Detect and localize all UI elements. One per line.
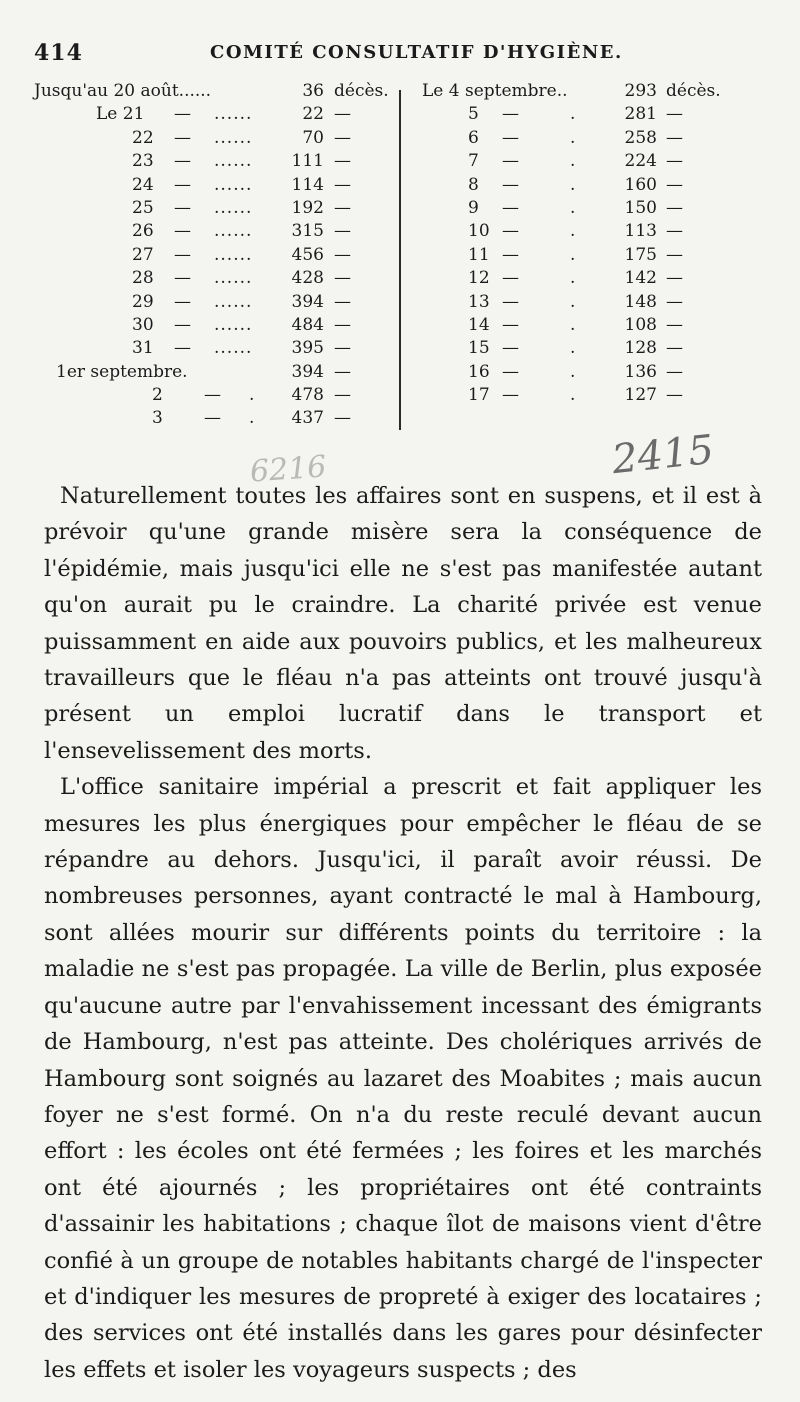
row-date-label: 23 — [132, 151, 154, 172]
handwritten-total: 2415 — [609, 426, 716, 484]
table-row — [422, 103, 762, 126]
ditto-dash: — — [502, 361, 519, 382]
leader-dots: ...... — [214, 221, 253, 242]
death-count: 111 — [291, 151, 324, 172]
leader-dots: . — [570, 338, 577, 359]
row-date-label: 10 — [468, 221, 490, 242]
death-count: 22 — [302, 104, 324, 125]
ditto-dash: — — [502, 104, 519, 125]
death-count: 128 — [624, 338, 657, 359]
leader-dots: ...... — [214, 197, 253, 218]
row-date-label: Le 21 — [96, 104, 145, 125]
death-count: 127 — [624, 385, 657, 406]
death-unit: — — [666, 385, 683, 406]
row-date-label: 2 — [152, 385, 163, 406]
death-count: 395 — [291, 338, 324, 359]
death-count: 142 — [624, 268, 657, 289]
row-date-label: 7 — [468, 151, 479, 172]
death-unit: — — [334, 268, 351, 289]
row-date-label: 8 — [468, 174, 479, 195]
death-count: 108 — [624, 314, 657, 335]
death-unit: — — [666, 314, 683, 335]
leader-dots: ...... — [214, 151, 253, 172]
row-date-label: 1er septembre. — [56, 361, 188, 382]
death-count: 113 — [624, 221, 657, 242]
ditto-dash: — — [502, 291, 519, 312]
leader-dots: . — [570, 385, 577, 406]
table-row — [34, 384, 399, 407]
ditto-dash: — — [174, 151, 191, 172]
table-row — [34, 80, 399, 103]
death-unit: — — [334, 291, 351, 312]
death-count: 428 — [291, 268, 324, 289]
ditto-dash: — — [174, 104, 191, 125]
deaths-table — [30, 80, 770, 440]
leader-dots: ...... — [214, 174, 253, 195]
death-unit: — — [666, 174, 683, 195]
page-header — [30, 40, 760, 70]
death-count: 160 — [624, 174, 657, 195]
death-unit: — — [334, 361, 351, 382]
row-date-label: Le 4 septembre.. — [422, 81, 568, 101]
table-row — [34, 407, 399, 430]
leader-dots: ...... — [214, 127, 253, 148]
ditto-dash: — — [502, 197, 519, 218]
ditto-dash: — — [174, 174, 191, 195]
row-date-label: 14 — [468, 314, 490, 335]
leader-dots: . — [570, 174, 577, 195]
leader-dots: . — [570, 291, 577, 312]
death-unit: — — [334, 221, 351, 242]
column-divider — [399, 90, 401, 430]
leader-dots: . — [249, 408, 256, 429]
death-unit: — — [334, 127, 351, 148]
death-unit: — — [334, 314, 351, 335]
death-count: 484 — [291, 314, 324, 335]
death-unit: — — [334, 174, 351, 195]
death-unit: — — [666, 244, 683, 265]
paragraph: Naturellement toutes les affaires sont en suspens, et il est à prévoir qu'une grande misère sera la conséquence de l'épidémie, mais jusqu'ici elle ne s'est pas manifestée autant qu'on aurait pu le craindre. La charité privée est venue puissamment en aide aux pouvoirs publics, et les malheureux travailleurs que le fléau n'a pas atteints ont trouvé jusqu'à présent un emploi lucratif dans le transport et l'ensevelissement des morts. — [44, 483, 762, 764]
running-title: COMITÉ CONSULTATIF D'HYGIÈNE. — [210, 42, 623, 63]
row-date-label: 27 — [132, 244, 154, 265]
death-unit: — — [666, 221, 683, 242]
ditto-dash: — — [174, 338, 191, 359]
paragraph: L'office sanitaire impérial a prescrit et fait appliquer les mesures les plus énergiques pour empêcher le fléau de se répandre au dehors. Jusqu'ici, il paraît avoir réussi. De nombreuses personnes, ayant contracté le mal à Hambourg, sont allées mourir sur différents points du territoire : la maladie ne s'est pas propagée. La ville de Berlin, plus exposée qu'aucune autre par l'envahissement incessant des émigrants de Hambourg, n'est pas atteinte. Des cholériques arrivés de Hambourg sont soignés au lazaret des Moabites ; mais aucun foyer ne s'est formé. On n'a du reste reculé devant aucun effort : les écoles ont été fermées ; les foires et les marchés ont été ajournés ; les propriétaires ont été contraints d'assainir les habitations ; chaque îlot de maisons vient d'être confié à un groupe de notables habitants chargé de l'inspecter et d'indiquer les mesures de propreté à exiger des locataires ; des services ont été installés dans les gares pour désinfecter les effets et isoler les voyageurs suspects ; des — [44, 774, 762, 1383]
table-row — [34, 197, 399, 220]
death-count: 224 — [624, 151, 657, 172]
death-count: 437 — [291, 408, 324, 429]
leader-dots: ...... — [214, 338, 253, 359]
leader-dots: . — [570, 221, 577, 242]
table-row — [422, 337, 762, 360]
death-count: 136 — [624, 361, 657, 382]
leader-dots: . — [570, 361, 577, 382]
table-row — [34, 244, 399, 267]
table-row — [422, 127, 762, 150]
ditto-dash: — — [502, 385, 519, 406]
table-row — [34, 103, 399, 126]
row-date-label: 3 — [152, 408, 163, 429]
death-count: 175 — [624, 244, 657, 265]
death-count: 36 — [302, 81, 324, 101]
ditto-dash: — — [502, 127, 519, 148]
ditto-dash: — — [502, 244, 519, 265]
death-count: 281 — [624, 104, 657, 125]
table-row — [422, 80, 762, 103]
death-unit: — — [334, 104, 351, 125]
leader-dots: . — [570, 268, 577, 289]
death-unit: — — [666, 151, 683, 172]
death-count: 258 — [624, 127, 657, 148]
death-count: 114 — [291, 174, 324, 195]
table-row — [34, 220, 399, 243]
ditto-dash: — — [174, 221, 191, 242]
table-row — [422, 174, 762, 197]
death-unit: — — [334, 151, 351, 172]
death-count: 394 — [291, 361, 324, 382]
table-row — [34, 314, 399, 337]
death-count: 394 — [291, 291, 324, 312]
death-unit: décès. — [334, 81, 389, 101]
death-unit: — — [666, 197, 683, 218]
row-date-label: 24 — [132, 174, 154, 195]
table-row — [422, 314, 762, 337]
row-date-label: 9 — [468, 197, 479, 218]
death-unit: — — [666, 104, 683, 125]
leader-dots: . — [249, 385, 256, 406]
leader-dots: ...... — [214, 244, 253, 265]
table-row — [34, 150, 399, 173]
death-unit: — — [334, 244, 351, 265]
ditto-dash: — — [502, 338, 519, 359]
table-row — [34, 291, 399, 314]
table-row — [422, 220, 762, 243]
ditto-dash: — — [204, 385, 221, 406]
row-date-label: 6 — [468, 127, 479, 148]
death-unit: — — [334, 385, 351, 406]
row-date-label: 13 — [468, 291, 490, 312]
row-date-label: 5 — [468, 104, 479, 125]
ditto-dash: — — [502, 268, 519, 289]
table-row — [34, 174, 399, 197]
row-date-label: 12 — [468, 268, 490, 289]
ditto-dash: — — [174, 244, 191, 265]
death-unit: — — [334, 197, 351, 218]
ditto-dash: — — [174, 127, 191, 148]
leader-dots: . — [570, 314, 577, 335]
death-unit: décès. — [666, 81, 721, 101]
leader-dots: ...... — [214, 291, 253, 312]
death-count: 70 — [302, 127, 324, 148]
row-date-label: 15 — [468, 338, 490, 359]
death-unit: — — [666, 338, 683, 359]
leader-dots: ...... — [214, 268, 253, 289]
deaths-table-left-column — [34, 80, 399, 431]
row-date-label: 11 — [468, 244, 490, 265]
table-row — [422, 197, 762, 220]
death-unit: — — [666, 361, 683, 382]
death-unit: — — [666, 291, 683, 312]
page-number: 414 — [34, 40, 83, 66]
death-count: 315 — [291, 221, 324, 242]
leader-dots: . — [570, 104, 577, 125]
body-text — [44, 478, 762, 1388]
death-count: 150 — [624, 197, 657, 218]
row-date-label: Jusqu'au 20 août...... — [34, 81, 212, 101]
table-row — [422, 150, 762, 173]
table-row — [34, 127, 399, 150]
death-unit: — — [666, 127, 683, 148]
ditto-dash: — — [174, 291, 191, 312]
ditto-dash: — — [502, 174, 519, 195]
deaths-table-right-column — [422, 80, 762, 407]
death-unit: — — [666, 268, 683, 289]
row-date-label: 30 — [132, 314, 154, 335]
leader-dots: . — [570, 127, 577, 148]
table-row — [422, 361, 762, 384]
death-count: 148 — [624, 291, 657, 312]
row-date-label: 26 — [132, 221, 154, 242]
death-count: 456 — [291, 244, 324, 265]
leader-dots: ...... — [214, 104, 253, 125]
table-row — [34, 361, 399, 384]
ditto-dash: — — [502, 151, 519, 172]
table-row — [422, 244, 762, 267]
row-date-label: 31 — [132, 338, 154, 359]
death-count: 478 — [291, 385, 324, 406]
row-date-label: 22 — [132, 127, 154, 148]
ditto-dash: — — [502, 221, 519, 242]
table-row — [34, 337, 399, 360]
death-unit: — — [334, 338, 351, 359]
ditto-dash: — — [174, 268, 191, 289]
ditto-dash: — — [174, 314, 191, 335]
ditto-dash: — — [204, 408, 221, 429]
ditto-dash: — — [174, 197, 191, 218]
table-row — [34, 267, 399, 290]
table-row — [422, 267, 762, 290]
death-count: 192 — [291, 197, 324, 218]
death-count: 293 — [624, 81, 657, 101]
leader-dots: . — [570, 197, 577, 218]
row-date-label: 29 — [132, 291, 154, 312]
row-date-label: 25 — [132, 197, 154, 218]
ditto-dash: — — [502, 314, 519, 335]
row-date-label: 16 — [468, 361, 490, 382]
row-date-label: 17 — [468, 385, 490, 406]
faint-handwritten-number: 6216 — [248, 449, 328, 490]
leader-dots: ...... — [214, 314, 253, 335]
row-date-label: 28 — [132, 268, 154, 289]
table-row — [422, 291, 762, 314]
table-row — [422, 384, 762, 407]
leader-dots: . — [570, 244, 577, 265]
leader-dots: . — [570, 151, 577, 172]
death-unit: — — [334, 408, 351, 429]
